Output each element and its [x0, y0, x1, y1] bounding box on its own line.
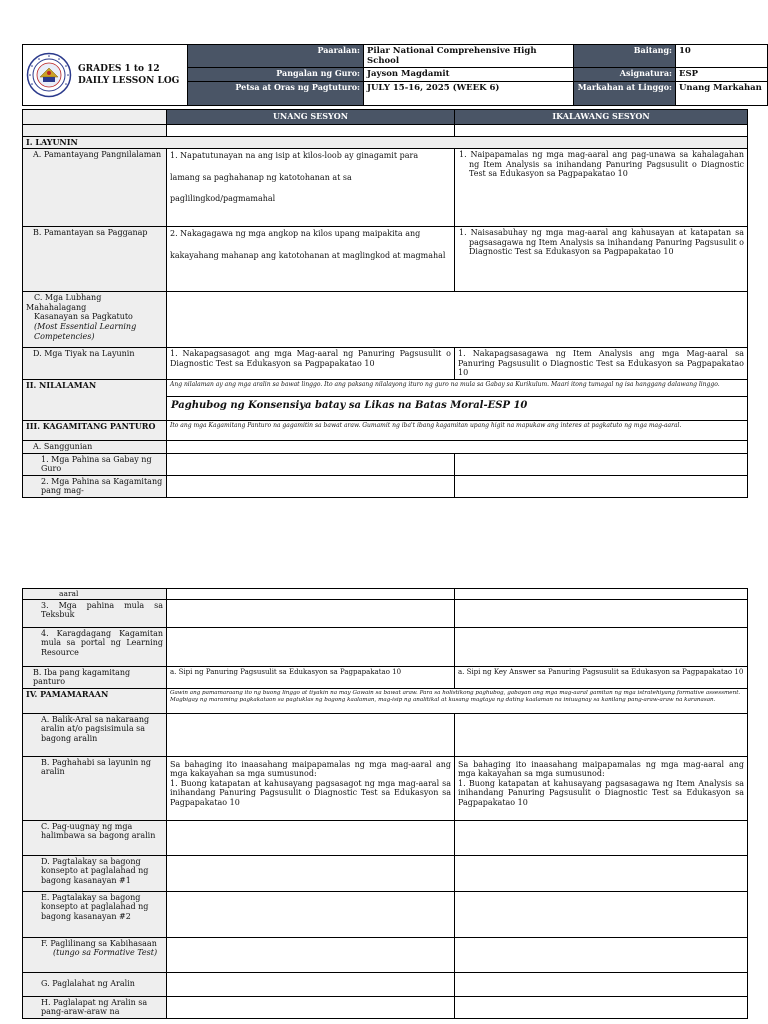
note-nilalaman: Ang nilalaman ay ang mga aralin sa bawat linggo. Ito ang paksang nilalayong ituro ng guro na mula sa Gabay sa Kurikulum. Maari itong tumagal ng isa hanggang dalawang linggo.	[167, 379, 748, 396]
row-label-melc: C. Mga Lubhang Mahahalagang Kasanayan sa Pagkatuto (Most Essential Learning Competencies)	[23, 292, 167, 348]
header-logo-cell	[23, 45, 188, 106]
value-baitang: 10	[676, 45, 768, 68]
lesson-table-page1	[22, 109, 748, 498]
label-guro: Pangalan ng Guro:	[188, 68, 364, 82]
value-paaralan: Pilar National Comprehensive High School	[364, 45, 574, 68]
value-asignatura: ESP	[676, 68, 768, 82]
row-label-paglalapat: H. Paglalapat ng Aralin sa pang-araw-araw na	[23, 996, 167, 1018]
cell-iba-session1: a. Sipi ng Panuring Pagsusulit sa Edukasyon sa Pagpapakatao 10	[167, 666, 455, 688]
row-label-sanggunian: A. Sanggunian	[23, 440, 167, 453]
form-title-line1: GRADES 1 to 12	[78, 64, 160, 75]
row-label-tiyak-na-layunin: D. Mga Tiyak na Layunin	[23, 348, 167, 380]
deped-seal-icon	[26, 52, 72, 98]
header-table	[22, 44, 768, 106]
note-kagamitan: Ito ang mga Kagamitang Panturo na gagamitin sa bawat araw. Gumamit ng iba't ibang kagamitan upang higit na mapukaw ang interes at pagkatuto ng mga mag-aaral.	[167, 420, 748, 440]
label-asignatura: Asignatura:	[574, 68, 676, 82]
cell-a-session1: 1. Napatutunayan na ang isip at kilos-loob ay ginagamit para lamang sa paghahanap ng katotohanan at sa paglilingkod/pagmamahal	[167, 149, 455, 227]
form-title-line2: DAILY LESSON LOG	[78, 76, 180, 87]
row-label-gabay-guro: 1. Mga Pahina sa Gabay ng Guro	[23, 453, 167, 475]
cell-iba-session2: a. Sipi ng Key Answer sa Panuring Pagsusulit sa Edukasyon sa Pagpapakatao 10	[455, 666, 748, 688]
value-guro: Jayson Magdamit	[364, 68, 574, 82]
cell-d-session1: 1. Nakapagsasagot ang mga Mag-aaral ng Panuring Pagsusulit o Diagnostic Test sa Edukasyon sa Pagpapakatao 10	[167, 348, 455, 380]
col-header-unang-sesyon: UNANG SESYON	[167, 110, 455, 125]
cell-d-session2: 1. Nakapagsasagawa ng Item Analysis ang mga Mag-aaral sa Panuring Pagsusulit o Diagnostic Test sa Edukasyon sa Pagpapakatao 10	[455, 348, 748, 380]
cell-b-session1: 2. Nakagagawa ng mga angkop na kilos upang maipakita ang kakayahang mahanap ang katotohanan at maglingkod at magmahal	[167, 227, 455, 292]
row-label-kagamitang-mag-aaral: 2. Mga Pahina sa Kagamitang pang mag-	[23, 475, 167, 497]
row-label-paghahabi: B. Paghahabi sa layunin ng aralin	[23, 756, 167, 820]
row-label-kasanayan-1: D. Pagtalakay sa bagong konsepto at paglalahad ng bagong kasanayan #1	[23, 855, 167, 891]
topic-title: Paghubog ng Konsensiya batay sa Likas na Batas Moral-ESP 10	[167, 396, 748, 420]
row-label-paglalahat: G. Paglalahat ng Aralin	[23, 972, 167, 996]
section-kagamitan: III. KAGAMITANG PANTURO	[23, 420, 167, 440]
label-markahan: Markahan at Linggo:	[574, 82, 676, 106]
row-label-teksbuk: 3. Mga pahina mula sa Teksbuk	[23, 599, 167, 627]
label-baitang: Baitang:	[574, 45, 676, 68]
cell-melc	[167, 292, 748, 348]
cell-a-session2: 1. Naipapamalas ng mga mag-aaral ang pag-unawa sa kahalagahan ng Item Analysis sa inihandang Panuring Pagsusulit o Diagnostic Test sa Edukasyon sa Pagpapakatao 10	[455, 149, 748, 227]
col-header-ikalawang-sesyon: IKALAWANG SESYON	[455, 110, 748, 125]
row-label-balik-aral: A. Balik-Aral sa nakaraang aralin at/o pagsisimula sa bagong aralin	[23, 713, 167, 756]
cell-b-session2: 1. Naisasabuhay ng mga mag-aaral ang kahusayan at katapatan sa pagsasagawa ng Item Analysis sa inihandang Panuring Pagsusulit o Diagnostic Test sa Edukasyon sa Pagpapakatao 10	[455, 227, 748, 292]
row-label-iba-pang-kagamitan: B. Iba pang kagamitang panturo	[23, 666, 167, 688]
lesson-table-page2	[22, 588, 748, 1019]
section-pamamaraan: IV. PAMAMARAAN	[23, 688, 167, 713]
section-layunin: I. LAYUNIN	[23, 136, 748, 149]
row-label-pamantayan-pagganap: B. Pamantayan sa Pagganap	[23, 227, 167, 292]
row-label-learning-resource: 4. Karagdagang Kagamitan mula sa portal ng Learning Resource	[23, 627, 167, 666]
label-petsa: Petsa at Oras ng Pagtuturo:	[188, 82, 364, 106]
row-label-kasanayan-2: E. Pagtalakay sa bagong konsepto at paglalahad ng bagong kasanayan #2	[23, 891, 167, 937]
row-label-pamantayang-pangnilalaman: A. Pamantayang Pangnilalaman	[23, 149, 167, 227]
row-label-pag-uugnay: C. Pag-uugnay ng mga halimbawa sa bagong aralin	[23, 820, 167, 855]
cell-paghahabi-session2: Sa bahaging ito inaasahang maipapamalas ng mga mag-aaral ang mga kakayahan sa mga sumusunod: 1. Buong katapatan at kahusayang pagsasagawa ng Item Analysis sa inihandang Panuring Pagsusulit o Diagnostic Test sa Edukasyon sa Pagpapakatao 10	[455, 756, 748, 820]
corner-cell	[23, 110, 167, 125]
row-label-kabihasaan: F. Paglilinang sa Kabihasaan (tungo sa Formative Test)	[23, 937, 167, 972]
cell-paghahabi-session1: Sa bahaging ito inaasahang maipapamalas ng mga mag-aaral ang mga kakayahan sa mga sumusunod: 1. Buong katapatan at kahusayang pagsasagot ng mga mag-aaral sa inihandang Panuring Pagsusulit o Diagnostic Test sa Edukasyon sa Pagpapakatao 10	[167, 756, 455, 820]
section-nilalaman: II. NILALAMAN	[23, 379, 167, 420]
row-label-aaral-cont: aaral	[23, 589, 167, 600]
value-markahan: Unang Markahan	[676, 82, 768, 106]
value-petsa: JULY 15-16, 2025 (WEEK 6)	[364, 82, 574, 106]
note-pamamaraan: Gawin ang pamamaraang ito ng buong linggo at tiyakin na may Gawain sa bawat araw. Para sa holistikong paghubog, gabayan ang mga mag-aaral gamitan ng mga istratehiyang formative assessment. Magbigay ng maraming pagkakataon sa pagtuklas ng bagong kaalaman, mag-isip ng analitikal at kusang magtaya ng dating kaalaman na iniuugnay sa kanilang pang-araw-araw na karanasan.	[167, 688, 748, 713]
label-paaralan: Paaralan:	[188, 45, 364, 68]
